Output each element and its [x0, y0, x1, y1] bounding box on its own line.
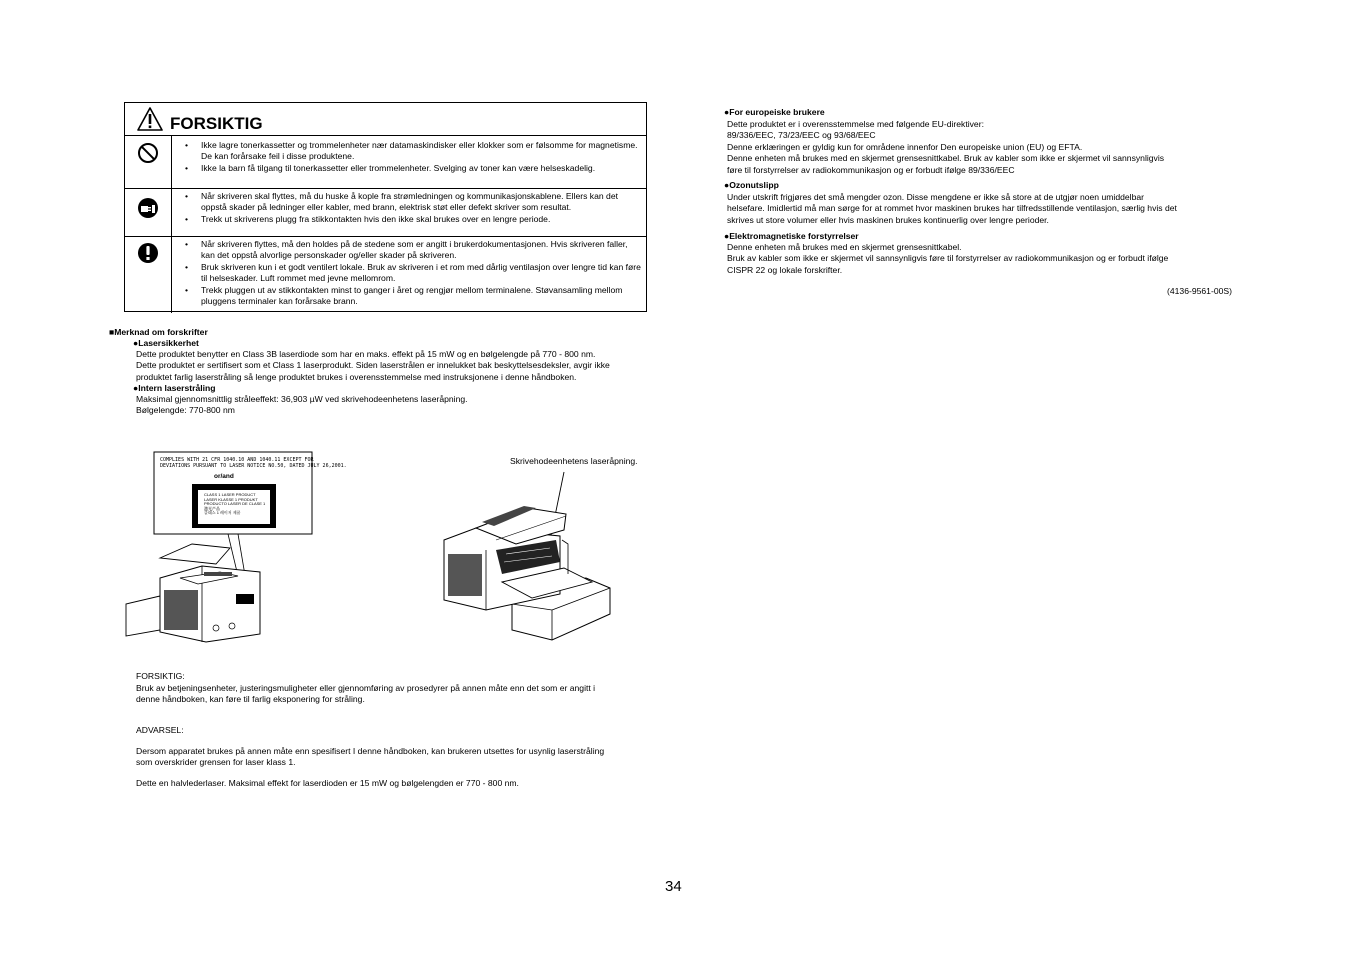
regulations-heading: ■Merknad om forskrifter [109, 327, 208, 337]
prohibition-icon [137, 142, 159, 164]
document-code: (4136-9561-00S) [1167, 286, 1232, 296]
caution-box [124, 102, 647, 312]
label-compliance-text: COMPLIES WITH 21 CFR 1040.10 AND 1040.11 EXCEPT FOR DEVIATIONS PURSUANT TO LASER NOTICE NO.50, DATED JULY 26,2001. [160, 457, 347, 469]
caution-item: • Trekk ut skriverens plugg fra stikkontakten hvis den ikke skal brukes over en lengre periode. [201, 214, 641, 225]
caution-item: • Ikke la barn få tilgang til tonerkassetter eller trommelenheter. Svelging av toner kan være helseskadelig. [201, 163, 641, 174]
unplug-icon [137, 197, 159, 219]
laser-note: Dette en halvlederlaser. Maksimal effekt for laserdioden er 15 mW og bølgelengden er 770 - 800 nm. [136, 778, 519, 788]
exclamation-icon [137, 242, 159, 264]
label-or-and: or/and [214, 473, 234, 480]
caution-text: Bruk av betjeningsenheter, justeringsmuligheter eller gjennomføring av prosedyrer på annen måte enn det som er angitt i denne håndboken, kan føre til farlig eksponering for stråling. [136, 683, 596, 705]
warning-label: ADVARSEL: [136, 725, 184, 735]
page-number: 34 [665, 878, 682, 895]
emi-heading: ●Elektromagnetiske forstyrrelser [724, 231, 859, 241]
caution-item: • Når skriveren skal flyttes, må du huske å kople fra strømledningen og kommunikasjonskablene. Ellers kan det oppstå skader på ledninger eller kabler, med brann, elektrisk støt eller defekt skriver som resultat. [201, 191, 641, 214]
caution-header [125, 103, 646, 136]
laser-safety-text: Dette produktet benytter en Class 3B laserdiode som har en maks. effekt på 15 mW og en bølgelengde på 770 - 800 nm. Dette produktet er sertifisert som et Class 1 laserprodukt. Siden laserstrålen er innelukket bak beskyttelsesdeksler, avgir ikke produktet farlig laserstråling så lenge produktet brukes i overensstemmelse med instruksjonene i denne håndboken. [136, 349, 610, 382]
laser-aperture-callout: Skrivehodeenhetens laseråpning. [510, 456, 638, 466]
eu-heading: ●For europeiske brukere [724, 107, 825, 117]
caution-row-handling [125, 237, 646, 313]
warning-text: Dersom apparatet brukes på annen måte enn spesifisert I denne håndboken, kan brukeren utsettes for usynlig laserstråling som overskrider grensen for laser klass 1. [136, 746, 605, 768]
warning-triangle-icon [136, 106, 164, 132]
internal-radiation-heading: ●Intern laserstråling [133, 383, 216, 393]
internal-radiation-text: Maksimal gjennomsnittlig stråleeffekt: 36,903 µW ved skrivehodeenhetens laseråpning. Bølgelengde: 770-800 nm [136, 394, 468, 416]
caution-item: • Bruk skriveren kun i et godt ventilert lokale. Bruk av skriveren i et rom med dårlig ventilasjon over lengre tid kan føre til helseskader. Luft rommet med jevne mellomrom. [201, 262, 641, 285]
laser-safety-heading: ●Lasersikkerhet [133, 338, 199, 348]
emi-text: Denne enheten må brukes med en skjermet grensesnittkabel. Bruk av kabler som ikke er skjermet vil sannsynligvis føre til forstyrrelser av radiokommunikasjon og er forbudt ifølge CISPR 22 og lokale forskrifter. [727, 242, 1169, 275]
printer-open-illustration [436, 470, 616, 645]
label-class-lines: CLASS 1 LASER PRODUCT LASER KLASSE 1 PRODUKT PRODUCTO LASER DE CLASE 1 激光产品 클래스 1 레이저 제품 [204, 492, 266, 516]
eu-text: Dette produktet er i overensstemmelse med følgende EU-direktiver: 89/336/EEC, 73/23/EEC og 93/68/EEC Denne erklæringen er gyldig kun for områdene innenfor Den europeiske union (EU) og EFTA. Denne enheten må brukes med en skjermet grensesnittkabel. Bruk av kabler som ikke er skjermet vil sannsynligvis føre til forstyrrelser av radiokommunikasjon og er forbudt ifølge 89/336/EEC [727, 119, 1165, 175]
caution-item: • Trekk pluggen ut av stikkontakten minst to ganger i året og rengjør mellom terminalene. Støvansamling mellom pluggens terminaler kan forårsake brann. [201, 285, 641, 308]
ozone-heading: ●Ozonutslipp [724, 180, 779, 190]
ozone-text: Under utskrift frigjøres det små mengder ozon. Disse mengdene er ikke så store at de utgjør noen umiddelbar helsefare. Imidlertid må man sørge for at rommet hvor maskinen brukes har tilfredsstillende ventilasjon, særlig hvis det skrives ut store volumer eller hvis maskinen brukes kontinuerlig over lengre perioder. [727, 192, 1177, 225]
caution-label: FORSIKTIG: [136, 671, 185, 681]
caution-row-moving [125, 189, 646, 237]
caution-title: FORSIKTIG [170, 114, 263, 133]
caution-item: • Når skriveren flyttes, må den holdes på de stedene som er angitt i brukerdokumentasjonen. Hvis skriveren faller, kan det oppstå alvorlige personskader og/eller skader på skriveren. [201, 239, 641, 262]
caution-item: • Ikke lagre tonerkassetter og trommelenheter nær datamaskindisker eller klokker som er følsomme for magnetisme. De kan forårsake feil i disse produktene. [201, 140, 641, 163]
caution-row-storage [125, 135, 646, 189]
